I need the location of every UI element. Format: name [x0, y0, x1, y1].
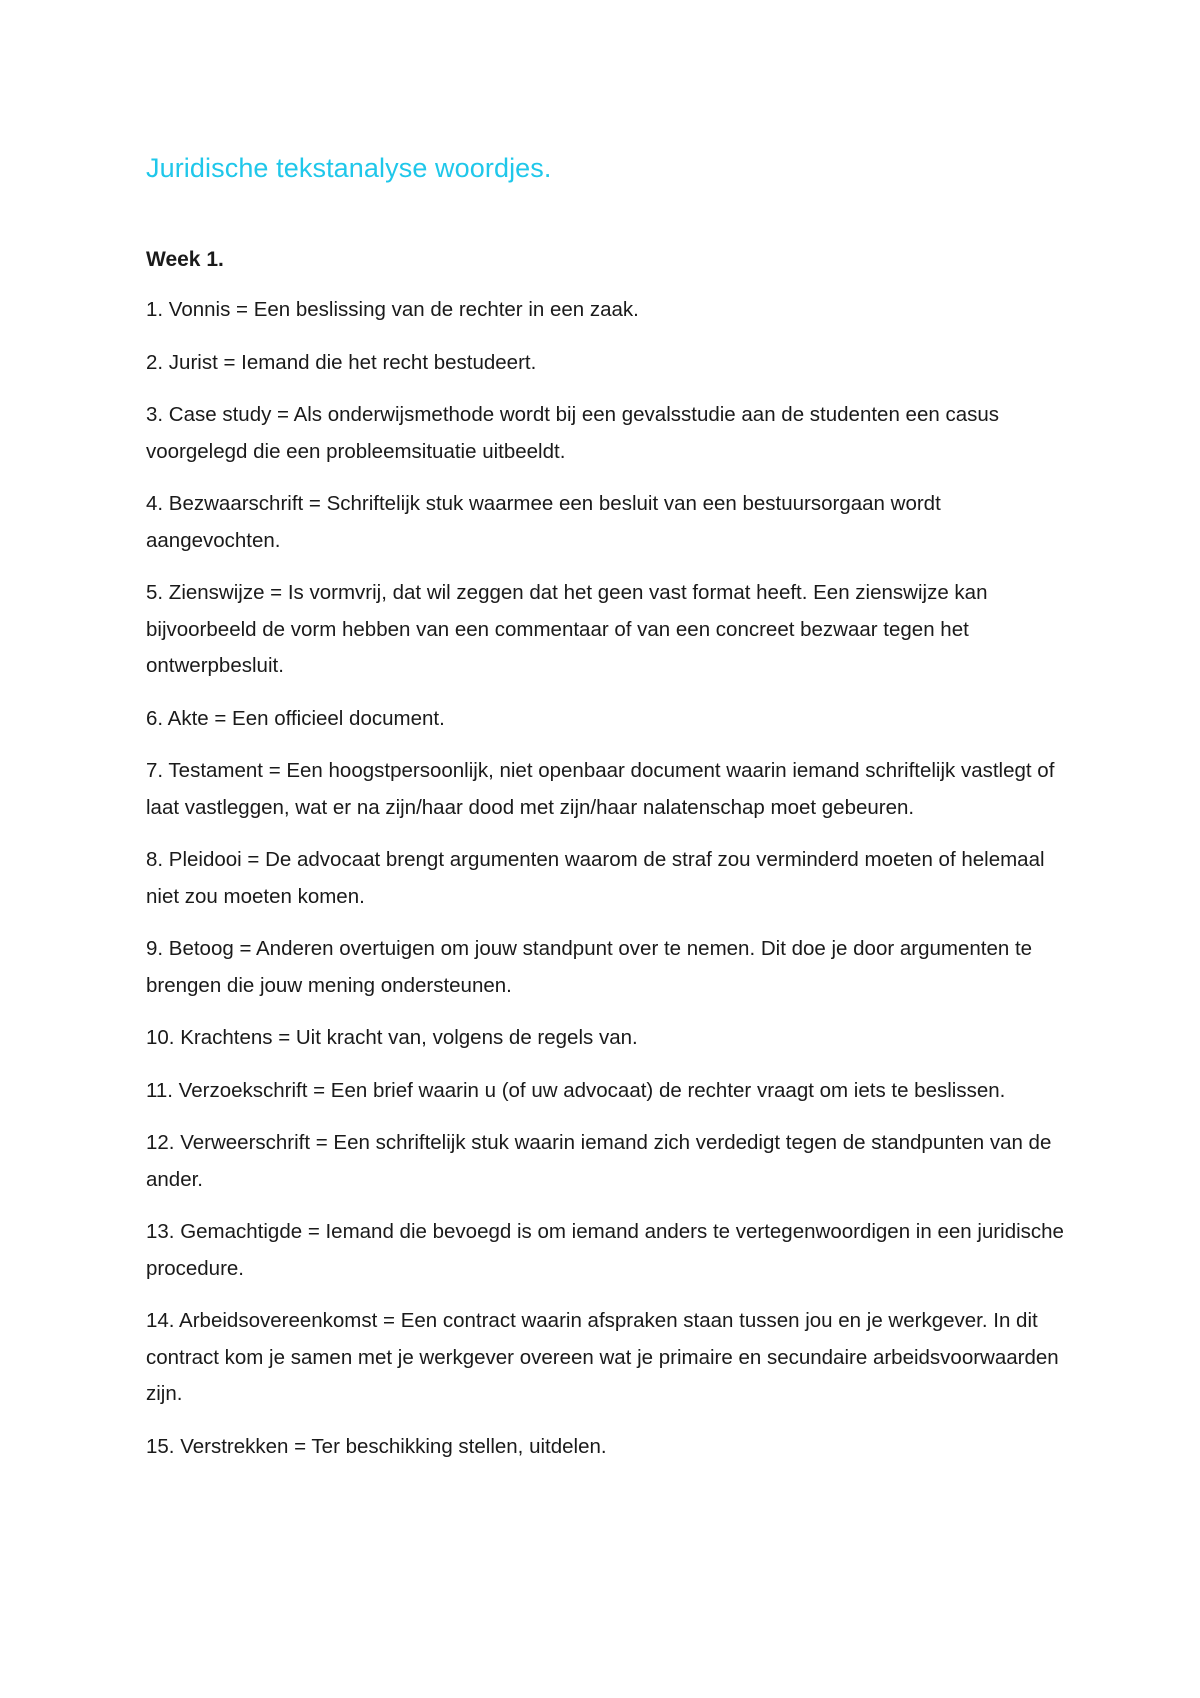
- term-item: 12. Verweerschrift = Een schriftelijk stuk waarin iemand zich verdedigt tegen de standpunten van de ander.: [146, 1131, 1052, 1191]
- week-heading: Week 1.: [146, 248, 224, 271]
- term-item: 10. Krachtens = Uit kracht van, volgens de regels van.: [146, 1026, 638, 1049]
- term-item: 13. Gemachtigde = Iemand die bevoegd is om iemand anders te vertegenwoordigen in een juridische procedure.: [146, 1220, 1064, 1280]
- term-list: [146, 292, 1066, 1465]
- term-item: 6. Akte = Een officieel document.: [146, 706, 445, 730]
- term-item: 3. Case study = Als onderwijsmethode wordt bij een gevalsstudie aan de studenten een casus voorgelegd die een probleemsituatie uitbeeldt.: [146, 403, 999, 463]
- document-title: Juridische tekstanalyse woordjes.: [146, 153, 552, 183]
- term-item: 14. Arbeidsovereenkomst = Een contract waarin afspraken staan tussen jou en je werkgever. In dit contract kom je samen met je werkgever overeen wat je primaire en secundaire arbeidsvoorwaarden zijn.: [146, 1309, 1059, 1405]
- term-item: 9. Betoog = Anderen overtuigen om jouw standpunt over te nemen. Dit doe je door argumenten te brengen die jouw mening ondersteunen.: [146, 937, 1033, 997]
- term-item: 11. Verzoekschrift = Een brief waarin u (of uw advocaat) de rechter vraagt om iets te beslissen.: [146, 1078, 1006, 1102]
- term-item: 1. Vonnis = Een beslissing van de rechter in een zaak.: [146, 298, 639, 321]
- term-item: 8. Pleidooi = De advocaat brengt argumenten waarom de straf zou verminderd moeten of helemaal niet zou moeten komen.: [146, 848, 1045, 908]
- term-item: 7. Testament = Een hoogstpersoonlijk, niet openbaar document waarin iemand schriftelijk vastlegt of laat vastleggen, wat er na zijn/haar dood met zijn/haar nalatenschap moet gebeuren.: [146, 759, 1055, 819]
- term-item: 5. Zienswijze = Is vormvrij, dat wil zeggen dat het geen vast format heeft. Een zienswijze kan bijvoorbeeld de vorm hebben van een commentaar of van een concreet bezwaar tegen het ontwerpbesluit.: [146, 581, 988, 677]
- term-item: 2. Jurist = Iemand die het recht bestudeert.: [146, 350, 537, 374]
- document-body: [146, 150, 1066, 1481]
- term-item: 4. Bezwaarschrift = Schriftelijk stuk waarmee een besluit van een bestuursorgaan wordt aangevochten.: [146, 492, 941, 552]
- term-item: 15. Verstrekken = Ter beschikking stellen, uitdelen.: [146, 1434, 607, 1458]
